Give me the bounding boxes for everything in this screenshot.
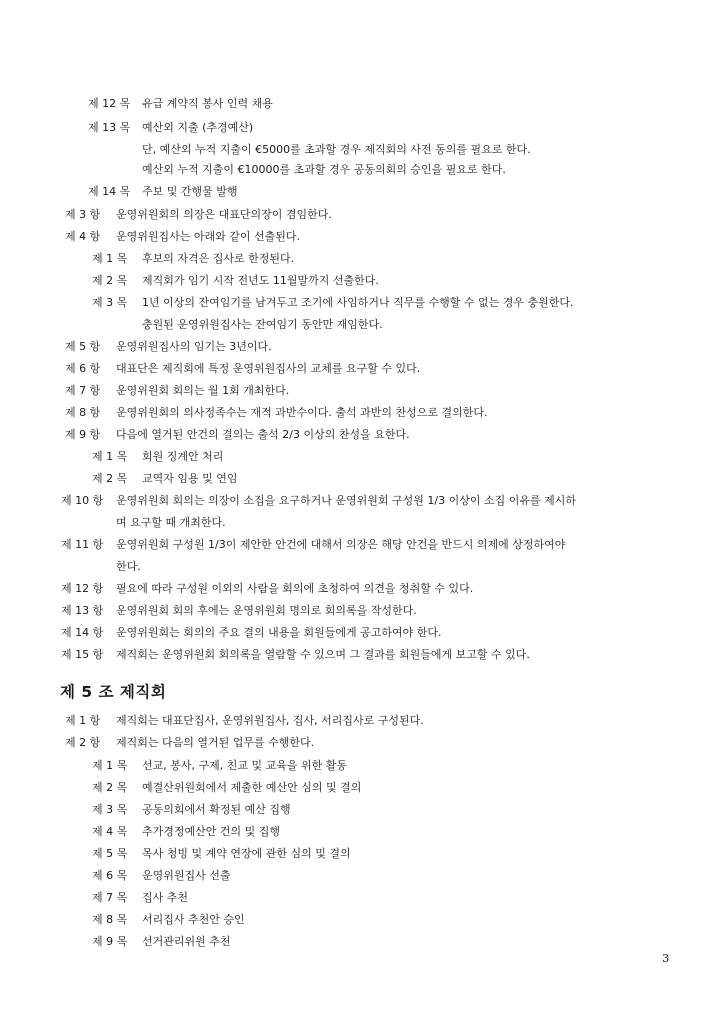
clause-number: 제 5 목 bbox=[92, 847, 128, 860]
clause-number: 제 2 목 bbox=[92, 274, 128, 287]
clause-line bbox=[65, 362, 420, 376]
clause-line bbox=[92, 781, 361, 795]
clause-number: 제 6 항 bbox=[65, 362, 101, 375]
clause-text: 유급 계약직 봉사 인력 채용 bbox=[142, 97, 273, 110]
clause-text: 한다. bbox=[116, 560, 141, 573]
clause-line bbox=[61, 538, 565, 552]
clause-number: 제 5 항 bbox=[65, 340, 101, 353]
clause-number: 제 2 목 bbox=[92, 781, 128, 794]
clause-line bbox=[61, 582, 473, 596]
clause-line bbox=[92, 450, 223, 464]
clause-line bbox=[65, 208, 332, 222]
clause-text: 주보 및 간행물 발행 bbox=[142, 185, 238, 198]
clause-line bbox=[88, 121, 253, 135]
clause-text: 운영위원회 회의는 의장이 소집을 요구하거나 운영위원회 구성원 1/3 이상이 소집 이유를 제시하 bbox=[116, 494, 576, 507]
clause-text: 필요에 따라 구성원 이외의 사람을 회의에 초청하여 의견을 청취할 수 있다. bbox=[116, 582, 474, 595]
clause-text: 다음에 열거된 안건의 결의는 출석 2/3 이상의 찬성을 요한다. bbox=[116, 428, 410, 441]
clause-continuation bbox=[116, 560, 141, 574]
clause-text: 예산외 누적 지출이 €10000를 초과할 경우 공동의회의 승인을 필요로 한다. bbox=[142, 163, 506, 176]
clause-line bbox=[92, 759, 347, 773]
clause-line bbox=[92, 296, 574, 310]
clause-text: 후보의 자격은 집사로 한정된다. bbox=[142, 252, 295, 265]
clause-number: 제 4 항 bbox=[65, 230, 101, 243]
clause-number: 제 2 목 bbox=[92, 472, 128, 485]
clause-text: 서리집사 추천안 승인 bbox=[142, 913, 245, 926]
clause-text: 운영위원집사의 임기는 3년이다. bbox=[116, 340, 272, 353]
clause-text: 운영위원회 구성원 1/3이 제안한 안건에 대해서 의장은 해당 안건을 반드시 의제에 상정하여야 bbox=[116, 538, 566, 551]
clause-line bbox=[92, 252, 294, 266]
clause-number: 제 3 목 bbox=[92, 296, 128, 309]
clause-text: 며 요구할 때 개최한다. bbox=[116, 516, 226, 529]
clause-text: 예산외 지출 (추경예산) bbox=[142, 121, 254, 134]
clause-number: 제 14 목 bbox=[88, 185, 131, 198]
clause-continuation bbox=[142, 318, 383, 332]
clause-text: 제직회는 다음의 열거된 업무를 수행한다. bbox=[116, 736, 315, 749]
clause-line bbox=[61, 626, 442, 640]
clause-text: 운영위원집사 선출 bbox=[142, 869, 231, 882]
clause-text: 운영위원회의 의장은 대표단의장이 겸임한다. bbox=[116, 208, 332, 221]
clause-continuation bbox=[142, 143, 531, 157]
clause-text: 충원된 운영위원집사는 잔여임기 동안만 재임한다. bbox=[142, 318, 383, 331]
clause-text: 운영위원회 회의 후에는 운영위원회 명의로 회의록을 작성한다. bbox=[116, 604, 417, 617]
clause-number: 제 12 목 bbox=[88, 97, 131, 110]
clause-number: 제 7 항 bbox=[65, 384, 101, 397]
clause-text: 제직회가 임기 시작 전년도 11월말까지 선출한다. bbox=[142, 274, 379, 287]
clause-text: 집사 추천 bbox=[142, 891, 189, 904]
clause-text: 제직회는 대표단집사, 운영위원집사, 집사, 서리집사로 구성된다. bbox=[116, 714, 424, 727]
section-heading: 제 5 조 제직회 bbox=[60, 683, 167, 701]
clause-text: 제직회는 운영위원회 회의록을 열람할 수 있으며 그 결과를 회원들에게 보고할 수 있다. bbox=[116, 648, 530, 661]
clause-number: 제 15 항 bbox=[61, 648, 104, 661]
clause-text: 대표단은 제직회에 특정 운영위원집사의 교체를 요구할 수 있다. bbox=[116, 362, 421, 375]
clause-number: 제 3 목 bbox=[92, 803, 128, 816]
clause-text: 공동의회에서 확정된 예산 집행 bbox=[142, 803, 291, 816]
clause-number: 제 3 항 bbox=[65, 208, 101, 221]
clause-text: 운영위원회의 의사정족수는 재적 과반수이다. 출석 과반의 찬성으로 결의한다. bbox=[116, 406, 488, 419]
clause-number: 제 14 항 bbox=[61, 626, 104, 639]
clause-line bbox=[92, 472, 238, 486]
clause-continuation bbox=[116, 516, 226, 530]
clause-text: 회원 징계안 처리 bbox=[142, 450, 224, 463]
clause-text: 선거관리위원 추천 bbox=[142, 935, 231, 948]
clause-number: 제 7 목 bbox=[92, 891, 128, 904]
clause-line bbox=[92, 913, 245, 927]
clause-number: 제 12 항 bbox=[61, 582, 104, 595]
clause-text: 1년 이상의 잔여임기를 남겨두고 조기에 사임하거나 직무를 수행할 수 없는 경우 충원한다. bbox=[142, 296, 574, 309]
clause-text: 추가경정예산안 건의 및 집행 bbox=[142, 825, 281, 838]
clause-line bbox=[92, 825, 280, 839]
clause-line bbox=[65, 406, 488, 420]
clause-number: 제 1 목 bbox=[92, 450, 128, 463]
clause-line bbox=[65, 384, 289, 398]
clause-line bbox=[65, 714, 424, 728]
clause-text: 단, 예산외 누적 지출이 €5000를 초과할 경우 제직회의 사전 동의를 필요로 한다. bbox=[142, 143, 531, 156]
clause-line bbox=[65, 736, 314, 750]
clause-line bbox=[92, 869, 231, 883]
clause-line bbox=[92, 935, 231, 949]
clause-text: 운영위원회는 회의의 주요 결의 내용을 회원들에게 공고하여야 한다. bbox=[116, 626, 442, 639]
clause-text: 목사 청빙 및 계약 연장에 관한 심의 및 결의 bbox=[142, 847, 351, 860]
clause-number: 제 9 항 bbox=[65, 428, 101, 441]
clause-number: 제 13 목 bbox=[88, 121, 131, 134]
clause-text: 예결산위원회에서 제출한 예산안 심의 및 결의 bbox=[142, 781, 362, 794]
clause-line bbox=[88, 185, 238, 199]
clause-line bbox=[65, 428, 410, 442]
clause-number: 제 2 항 bbox=[65, 736, 101, 749]
clause-text: 선교, 봉사, 구제, 친교 및 교육을 위한 활동 bbox=[142, 759, 347, 772]
clause-line bbox=[61, 648, 530, 662]
clause-number: 제 1 목 bbox=[92, 252, 128, 265]
clause-line bbox=[92, 803, 291, 817]
clause-number: 제 1 항 bbox=[65, 714, 101, 727]
clause-number: 제 10 항 bbox=[61, 494, 104, 507]
clause-number: 제 13 항 bbox=[61, 604, 104, 617]
clause-number: 제 8 항 bbox=[65, 406, 101, 419]
clause-line bbox=[65, 340, 272, 354]
clause-line bbox=[92, 274, 379, 288]
clause-number: 제 8 목 bbox=[92, 913, 128, 926]
clause-continuation bbox=[142, 163, 506, 177]
clause-text: 운영위원집사는 아래와 같이 선출된다. bbox=[116, 230, 301, 243]
clause-text: 교역자 임용 및 연임 bbox=[142, 472, 238, 485]
clause-line bbox=[92, 891, 188, 905]
clause-number: 제 9 목 bbox=[92, 935, 128, 948]
clause-number: 제 1 목 bbox=[92, 759, 128, 772]
clause-line bbox=[65, 230, 300, 244]
clause-line bbox=[61, 494, 576, 508]
clause-line bbox=[88, 97, 273, 111]
clause-line bbox=[61, 604, 417, 618]
page-number: 3 bbox=[662, 951, 670, 965]
clause-number: 제 4 목 bbox=[92, 825, 128, 838]
clause-text: 운영위원회 회의는 월 1회 개최한다. bbox=[116, 384, 290, 397]
clause-line bbox=[92, 847, 351, 861]
clause-number: 제 11 항 bbox=[61, 538, 104, 551]
clause-number: 제 6 목 bbox=[92, 869, 128, 882]
